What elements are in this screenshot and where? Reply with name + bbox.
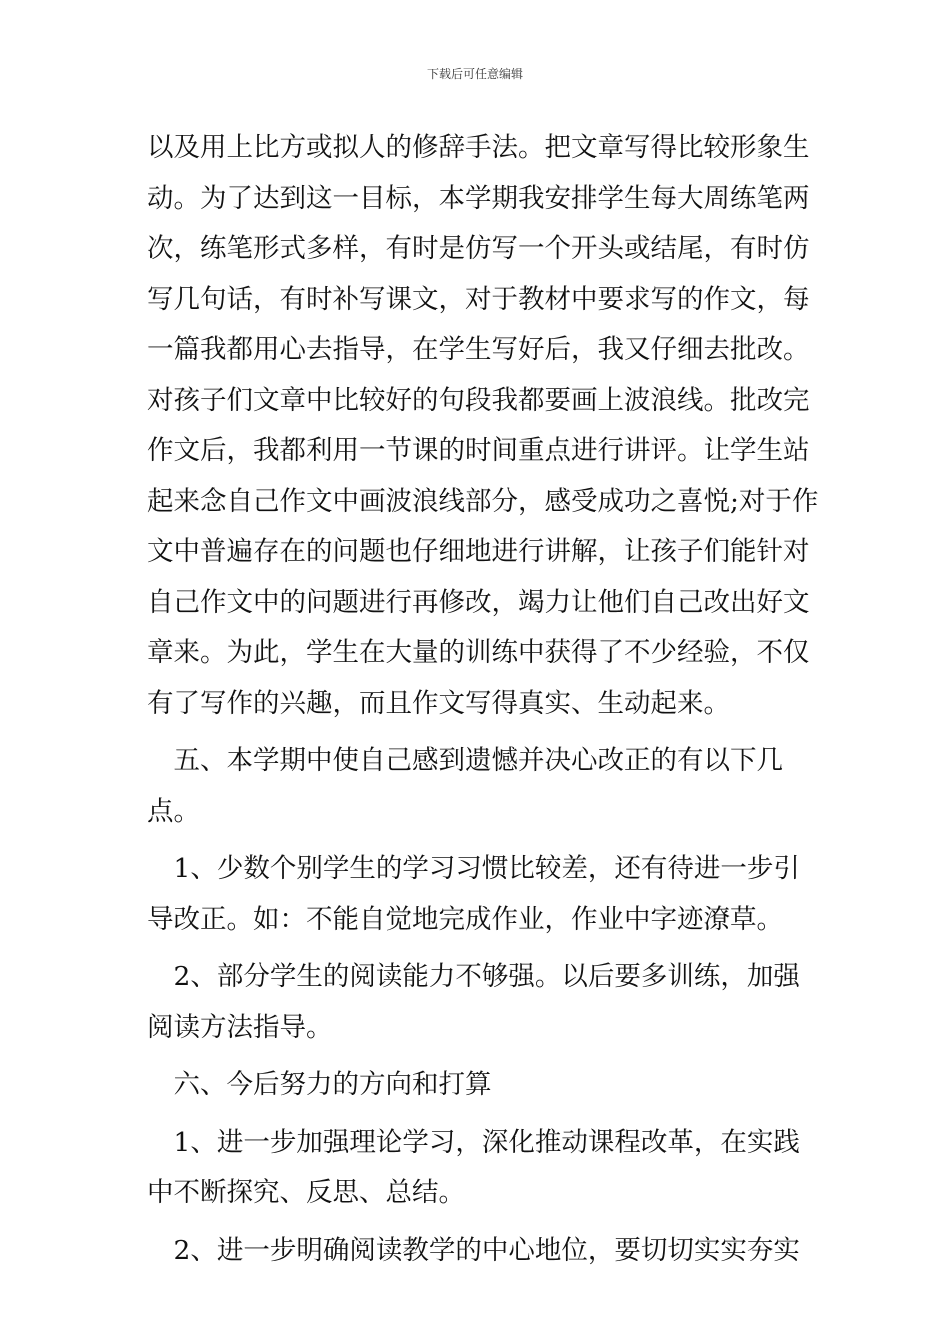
text-line: 导改正。如：不能自觉地完成作业，作业中字迹潦草。 (147, 903, 783, 935)
text-line: 次，练笔形式多样，有时是仿写一个开头或结尾，有时仿 (147, 233, 810, 264)
text-line: 五、本学期中使自己感到遗憾并决心改正的有以下几 (147, 745, 783, 776)
text-line: 文中普遍存在的问题也仔细地进行讲解，让孩子们能针对 (147, 536, 810, 567)
list-item-six-1 (147, 1118, 807, 1219)
list-item-five-2 (147, 952, 807, 1053)
paragraph-writing-practice (147, 123, 819, 729)
text-line: 中不断探究、反思、总结。 (147, 1177, 465, 1208)
page-header: 下载后可任意编辑 (426, 67, 523, 81)
text-line: 写几句话，有时补写课文，对于教材中要求写的作文，每 (147, 283, 810, 315)
text-line: 1、少数个别学生的学习习惯比较差，还有待进一步引 (147, 853, 800, 884)
section-heading-five (147, 736, 807, 837)
text-line: 点。 (147, 795, 200, 827)
text-line: 阅读方法指导。 (147, 1011, 333, 1043)
text-line: 六、今后努力的方向和打算 (147, 1069, 492, 1100)
text-line: 一篇我都用心去指导，在学生写好后，我又仔细去批改。 (147, 334, 810, 365)
document-body (147, 123, 819, 1276)
text-line: 自己作文中的问题进行再修改，竭力让他们自己改出好文 (147, 586, 810, 618)
list-item-six-2 (147, 1226, 807, 1277)
text-line: 有了写作的兴趣，而且作文写得真实、生动起来。 (147, 687, 730, 719)
text-line: 2、进一步明确阅读教学的中心地位，要切切实实夯实 (147, 1234, 800, 1266)
text-line: 起来念自己作文中画波浪线部分，感受成功之喜悦;对于作 (147, 485, 819, 517)
text-line: 1、进一步加强理论学习，深化推动课程改革，在实践 (147, 1126, 800, 1158)
text-line: 对孩子们文章中比较好的句段我都要画上波浪线。批改完 (147, 384, 810, 416)
text-line: 章来。为此，学生在大量的训练中获得了不少经验，不仅 (147, 637, 810, 668)
text-line: 以及用上比方或拟人的修辞手法。把文章写得比较形象生 (147, 132, 810, 163)
text-line: 2、部分学生的阅读能力不够强。以后要多训练，加强 (147, 961, 800, 992)
text-line: 动。为了达到这一目标，本学期我安排学生每大周练笔两 (147, 182, 810, 214)
section-heading-six (147, 1060, 807, 1111)
list-item-five-1 (147, 844, 807, 945)
text-line: 作文后，我都利用一节课的时间重点进行讲评。让学生站 (147, 435, 810, 466)
